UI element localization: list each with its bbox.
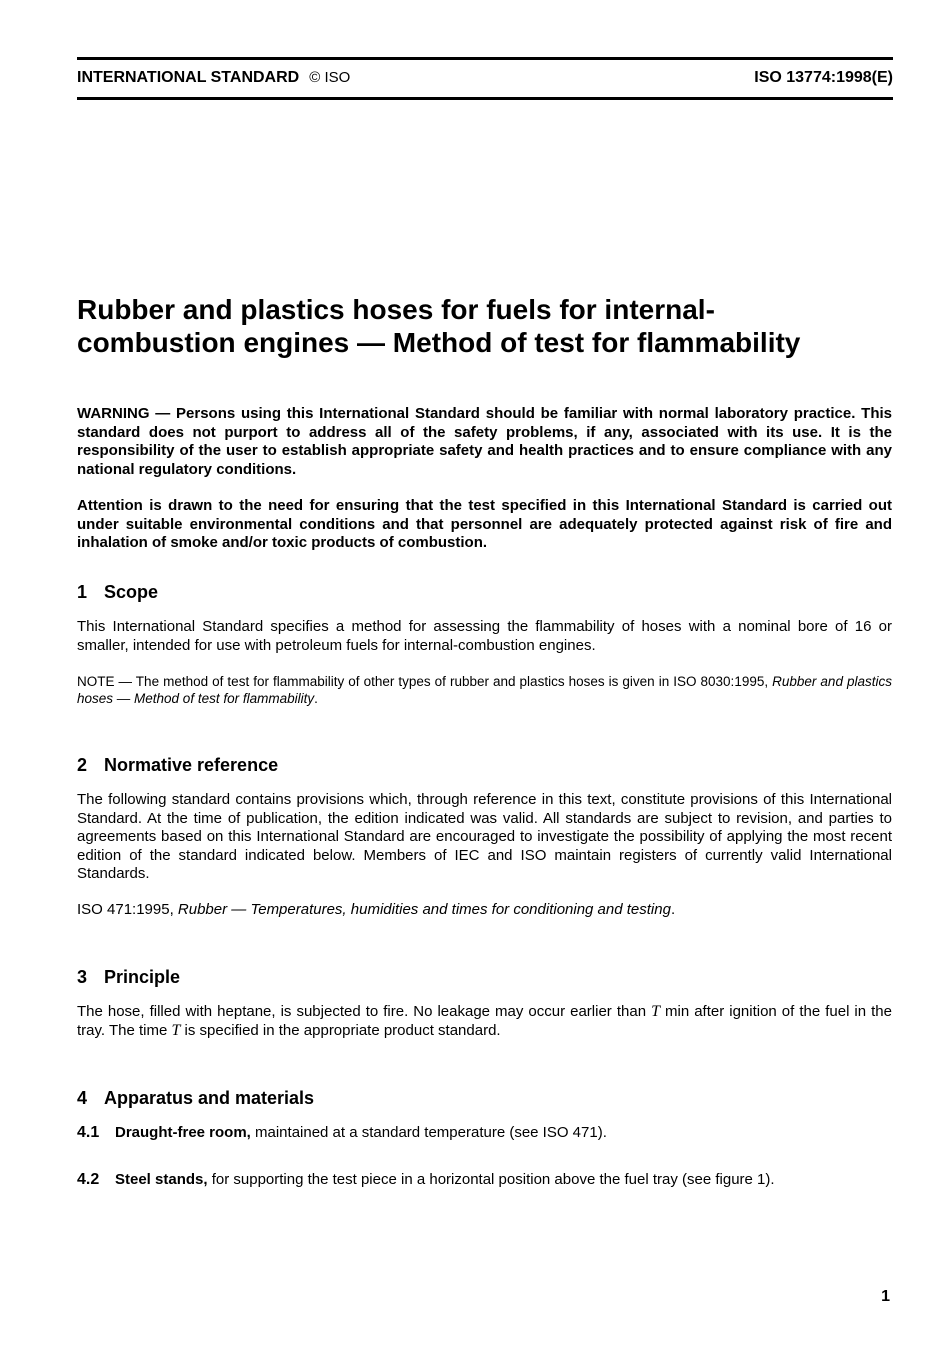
normative-body: The following standard contains provisions which, through reference in this text, constitute provisions of this International Standard. At the time of publication, the edition indicated was valid. All standards are subject to revision, and parties to agreements based on this International Standard are encouraged to investigate the possibility of applying the most recent edition of the standard indicated below. Members of IEC and ISO maintain registers of currently valid International Standards. [77,791,892,882]
reference-end: . [670,901,676,918]
title-line-2: combustion engines — Method of test for flammability [77,327,801,358]
header-rule-bottom [77,97,893,100]
subclause-text: for supporting the test piece in a horizontal position above the fuel tray (see figure 1). [207,1171,775,1188]
header-document-id: ISO 13774:1998(E) [754,69,893,86]
subclause-term: Steel stands, [115,1171,208,1188]
subclause-number: 4.1 [77,1124,100,1141]
note-text: NOTE — The method of test for flammability of other types of rubber and plastics hoses is given in ISO 8030:1995, [77,674,773,689]
section-title: Principle [104,967,181,987]
note-reference-title: Rubber and plastics hoses — Method of test for flammability [77,674,892,706]
principle-text-2: min after ignition of the fuel in the tray. The time [77,1003,892,1039]
section-number: 3 [77,967,88,987]
section-number: 4 [77,1088,88,1108]
section-heading-normative-reference [77,755,278,776]
page-number: 1 [881,1288,890,1305]
header-standard-type: INTERNATIONAL STANDARD [77,69,300,86]
attention-paragraph: Attention is drawn to the need for ensuring that the test specified in this International Standard is carried out under suitable environmental conditions and that personnel are adequately protected against risk of fire and inhalation of smoke and/or toxic products of combustion. [77,497,892,551]
section-heading-principle [77,967,180,988]
section-title: Scope [104,582,159,602]
reference-title: Rubber — Temperatures, humidities and times for conditioning and testing [177,901,671,918]
principle-text-1: The hose, filled with heptane, is subjected to fire. No leakage may occur earlier than [77,1003,652,1020]
section-heading-apparatus [77,1088,314,1109]
section-title: Apparatus and materials [104,1088,315,1108]
subclause-term: Draught-free room, [115,1124,251,1141]
section-number: 1 [77,582,88,602]
variable-t: T [171,1021,181,1039]
header-rule-top [77,57,893,60]
title-line-1: Rubber and plastics hoses for fuels for internal- [77,294,715,325]
scope-body: This International Standard specifies a method for assessing the flammability of hoses with a nominal bore of 16 or smaller, intended for use with petroleum fuels for internal-combustion engines. [77,618,892,654]
reference-id: ISO 471:1995, [77,901,178,918]
subclause-4-2 [77,1171,775,1189]
subclause-4-1 [77,1124,607,1142]
section-heading-scope [77,582,158,603]
normative-reference-entry [77,901,892,920]
scope-note [77,673,892,707]
header-copyright: © ISO [309,69,351,86]
principle-body [77,1003,892,1040]
subclause-text: maintained at a standard temperature (see ISO 471). [250,1124,607,1141]
warning-paragraph: WARNING — Persons using this International Standard should be familiar with normal laboratory practice. This standard does not purport to address all of the safety problems, if any, associated with its use. It is the responsibility of the user to establish appropriate safety and health practices and to ensure compliance with any national regulatory conditions. [77,405,892,478]
header-standard-label [77,69,350,87]
note-end: . [314,691,318,706]
variable-t: T [651,1003,660,1020]
subclause-number: 4.2 [77,1171,100,1188]
document-title [77,293,893,359]
section-number: 2 [77,755,88,775]
principle-text-3: is specified in the appropriate product standard. [180,1021,501,1039]
section-title: Normative reference [104,755,279,775]
